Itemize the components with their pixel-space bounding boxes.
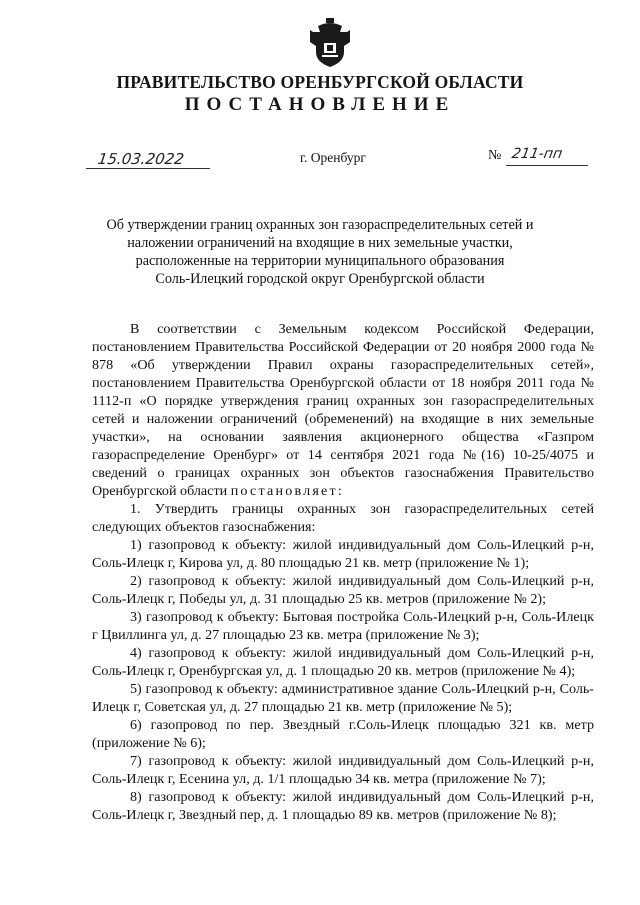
document-body [92, 320, 594, 824]
government-title: ПРАВИТЕЛЬСТВО ОРЕНБУРГСКОЙ ОБЛАСТИ [116, 72, 524, 92]
number-label: № [488, 148, 502, 163]
subject-line: Об утверждении границ охранных зон газораспределительных сетей и [106, 217, 534, 233]
subject-line: наложении ограничений на входящие в них земельные участки, [127, 235, 513, 251]
list-item: 4) газопровод к объекту: жилой индивидуальный дом Соль-Илецкий р-н, Соль-Илецк г, Оренбургская ул, д. 1 площадью 20 кв. метров (приложение № 4); [92, 645, 594, 679]
city: г. Оренбург [300, 150, 366, 165]
date-underline [86, 168, 210, 169]
subject-line: Соль-Илецкий городской округ Оренбургской области [155, 271, 485, 287]
list-item: 8) газопровод к объекту: жилой индивидуальный дом Соль-Илецкий р-н, Соль-Илецк г, Звездный пер, д. 1 площадью 89 кв. метров (приложение № 8); [92, 789, 594, 823]
document-number: 211-пп [510, 146, 564, 162]
subject-line: расположенные на территории муниципального образования [135, 253, 505, 269]
list-item: 6) газопровод по пер. Звездный г.Соль-Илецк площадью 321 кв. метр (приложение № 6); [92, 717, 594, 751]
preamble-paragraph [92, 320, 594, 500]
document-type: ПОСТАНОВЛЕНИЕ [184, 94, 456, 115]
list-item: 2) газопровод к объекту: жилой индивидуальный дом Соль-Илецкий р-н, Соль-Илецк г, Победы ул, д. 31 площадью 25 кв. метров (приложение № 2); [92, 573, 594, 607]
list-item: 3) газопровод к объекту: Бытовая постройка Соль-Илецкий р-н, Соль-Илецк г Цвиллинга ул, д. 27 площадью 23 кв. метра (приложение № 3); [92, 609, 594, 643]
resolves-text: постановляет: [230, 483, 344, 499]
list-item: 1) газопровод к объекту: жилой индивидуальный дом Соль-Илецкий р-н, Соль-Илецк г, Кирова ул, д. 80 площадью 21 кв. метр (приложение № 1); [92, 537, 594, 571]
document-subject [80, 216, 560, 288]
coat-of-arms-icon [310, 18, 350, 68]
item-paragraph: 1. Утвердить границы охранных зон газораспределительных сетей следующих объектов газоснабжения: [92, 501, 594, 535]
list-item: 7) газопровод к объекту: жилой индивидуальный дом Соль-Илецкий р-н, Соль-Илецк г, Есенина ул, д. 1/1 площадью 34 кв. метра (приложение № 7); [92, 753, 594, 787]
number-underline [506, 165, 588, 166]
document-date: 15.03.2022 [96, 150, 186, 168]
preamble-text: В соответствии с Земельным кодексом Российской Федерации, постановлением Правительства Российской Федерации от 20 ноября 2000 года № 878 «Об утверждении Правил охраны газораспределительных сетей», постановлением Правительства Оренбургской области от 18 ноября 2011 года № 1112-п «О порядке утверждения границ охранных зон газораспределительных сетей и наложении ограничений (обременений) на входящие в них земельные участки», на основании заявления акционерного общества «Газпром газораспределение Оренбург» от 14 сентября 2021 года №(16) 10-25/4075 и сведений о границах охранных зон объектов газоснабжения Правительство Оренбургской области [92, 321, 594, 499]
list-item: 5) газопровод к объекту: административное здание Соль-Илецкий р-н, Соль-Илецк г, Советская ул, д. 27 площадью 21 кв. метр (приложение № 5); [92, 681, 594, 715]
